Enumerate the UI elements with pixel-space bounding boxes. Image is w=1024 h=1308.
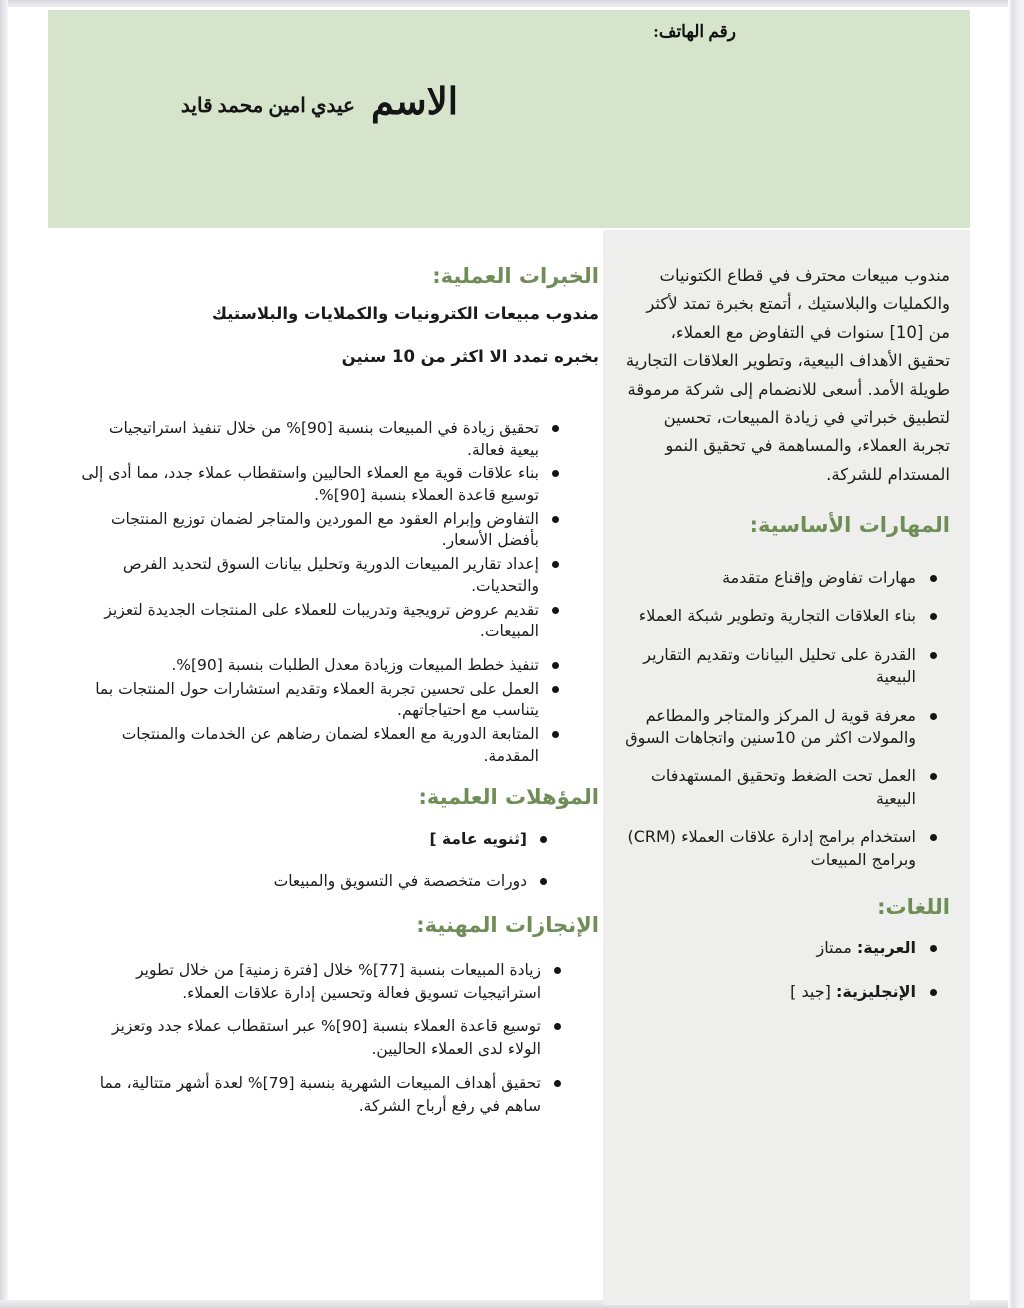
photo-edge-top [0,0,1024,7]
phone-label: رقم الهاتف: [653,22,736,41]
achievement-item [78,1072,563,1119]
experience-item-text: العمل على تحسين تجربة العملاء وتقديم استشارات حول المنتجات بما يتناسب مع احتياجاتهم. [95,679,539,720]
experience-item [78,418,561,461]
skill-item [625,605,942,627]
achievement-item-text: تحقيق أهداف المبيعات الشهرية بنسبة [79]% لعدة أشهر متتالية، مما ساهم في رفع أرباح الشركة. [99,1073,541,1115]
sidebar-column [603,230,970,1305]
experience-item-text: بناء علاقات قوية مع العملاء الحاليين واستقطاب عملاء جدد، مما أدى إلى توسيع قاعدة العملاء بنسبة [90]%. [81,464,539,505]
achievements-heading: الإنجازات المهنية: [416,912,599,937]
skill-item [625,705,942,750]
bullet-dot-icon [554,1023,561,1030]
education-item-text: [ثنويه عامة ] [429,830,527,849]
skill-item [625,567,942,589]
bullet-dot-icon [554,1080,561,1087]
experience-item-text: التفاوض وإبرام العقود مع الموردين والمتاجر لضمان توزيع المنتجات بأفضل الأسعار. [110,509,539,550]
bullet-dot-icon [930,834,937,841]
experience-item [78,554,561,597]
bullet-dot-icon [552,731,559,738]
bullet-dot-icon [930,945,937,952]
skill-item-text: معرفة قوية ل المركز والمتاجر والمطاعم والمولات اكثر من 10سنين واتجاهات السوق [625,705,916,747]
skill-item [625,644,942,689]
skill-item-text: العمل تحت الضغط وتحقيق المستهدفات البيعية [650,766,916,808]
languages-heading: اللغات: [877,894,950,919]
languages-list [625,937,950,1004]
photo-edge-right [1008,0,1024,1308]
education-item-text: دورات متخصصة في التسويق والمبيعات [273,872,527,890]
bullet-dot-icon [554,967,561,974]
experience-item-text: تحقيق زيادة في المبيعات بنسبة [90]% من خلال تنفيذ استراتيجيات بيعية فعالة. [108,419,539,459]
name-value: عيدي امين محمد قايد [180,94,355,117]
bullet-dot-icon [930,575,937,582]
bullet-dot-icon [930,989,937,996]
experience-item-text: المتابعة الدورية مع العملاء لضمان رضاهم عن الخدمات والمنتجات المقدمة. [121,724,539,765]
experience-item [78,679,561,722]
experience-item-text: تقديم عروض ترويجية وتدريبات للعملاء على المنتجات الجديدة لتعزيز المبيعات. [104,600,539,641]
main-column [48,228,603,1308]
job-duration: بخبره تمدد الا اكثر من 10 سنين [341,347,599,366]
experience-item [78,463,561,506]
experience-heading: الخبرات العملية: [432,264,599,288]
achievement-item-text: توسيع قاعدة العملاء بنسبة [90]% عبر استقطاب عملاء جدد وتعزيز الولاء لدى العملاء الحاليين. [112,1017,541,1059]
experience-item-text: إعداد تقارير المبيعات الدورية وتحليل بيانات السوق لتحديد الفرص والتحديات. [122,555,539,595]
bullet-dot-icon [552,662,559,669]
experience-item-text: تنفيذ خطط المبيعات وزيادة معدل الطلبات بنسبة [90]%. [171,655,539,674]
skill-item [625,765,942,810]
language-item [625,981,942,1003]
achievement-item-text: زيادة المبيعات بنسبة [77]% خلال [فترة زمنية] من خلال تطوير استراتيجيات تسويق فعالة وتحسين إدارة علاقات العملاء. [136,960,541,1002]
education-heading: المؤهلات العلمية: [418,785,599,810]
profile-summary: مندوب مبيعات محترف في قطاع الكتونيات والكمليات والبلاستيك ، أتمتع بخبرة تمتد لأكثر من [10] سنوات في التفاوض مع العملاء، تحقيق الأهداف البيعية، وتطوير العلاقات التجارية طويلة الأمد. أسعى للانضمام إلى شركة مرموقة لتطبيق خبراتي في زيادة المبيعات، تحسين تجربة العملاء، والمساهمة في تحقيق النمو المستدام للشركة. [625,266,950,484]
education-item [78,829,549,851]
language-name: العربية: [856,937,916,957]
achievement-item [78,959,563,1006]
bullet-dot-icon [552,470,559,477]
language-level: ممتاز [816,937,852,957]
experience-bullet-list-2 [78,655,561,767]
bullet-dot-icon [540,878,547,885]
education-item [78,871,549,893]
skill-item-text: استخدام برامج إدارة علاقات العملاء (CRM) وبرامج المبيعات [627,827,916,869]
photo-edge-left [0,0,8,1308]
experience-item [78,655,561,677]
skill-item-text: القدرة على تحليل البيانات وتقديم التقارير البيعية [643,644,916,687]
skills-list [625,567,950,871]
name-row [181,80,458,124]
bullet-dot-icon [540,836,547,843]
experience-bullet-list [78,418,561,643]
achievement-item [78,1015,563,1062]
language-level: [جيد ] [790,982,831,1002]
bullet-dot-icon [552,425,559,432]
bullet-dot-icon [552,516,559,523]
name-label: الاسم [370,82,458,123]
achievements-list [78,959,563,1119]
experience-item [78,600,561,643]
language-item [625,937,942,959]
bullet-dot-icon [930,713,937,720]
skill-item-text: بناء العلاقات التجارية وتطوير شبكة العملاء [638,606,916,626]
skill-item [625,826,942,871]
bullet-dot-icon [552,607,559,614]
bullet-dot-icon [552,561,559,568]
bullet-dot-icon [552,686,559,693]
education-list [78,829,549,892]
skills-heading: المهارات الأساسية: [749,513,950,537]
experience-item [78,509,561,552]
bullet-dot-icon [930,652,937,659]
bullet-dot-icon [930,773,937,780]
job-title: مندوب مبيعات الكترونيات والكملايات والبلاستيك [211,304,599,323]
language-name: الإنجليزية: [835,982,916,1002]
experience-item [78,724,561,767]
bullet-dot-icon [930,613,937,620]
skill-item-text: مهارات تفاوض وإقناع متقدمة [722,568,916,587]
